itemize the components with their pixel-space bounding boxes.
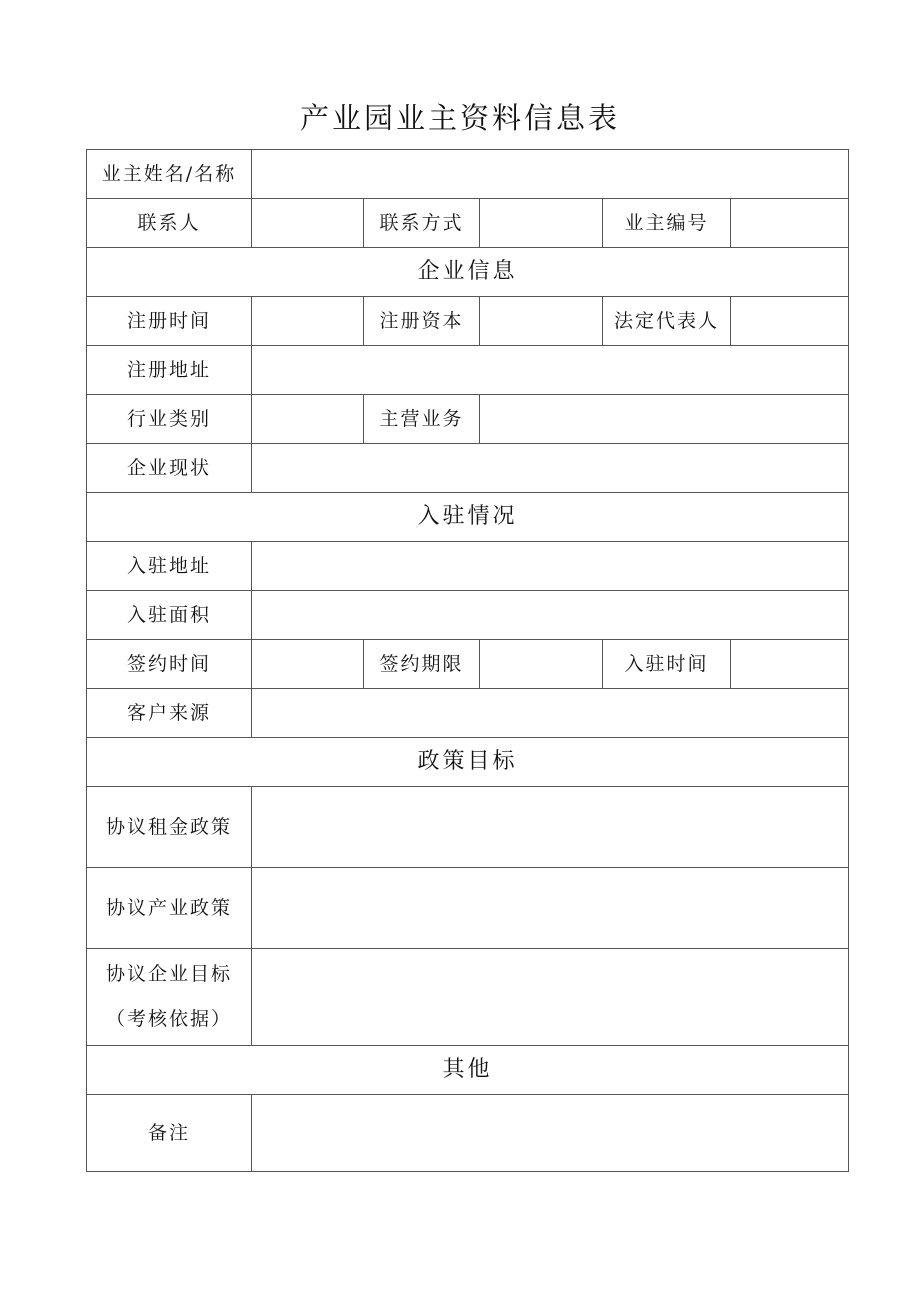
field-owner-name[interactable]: [252, 150, 849, 199]
label-entry-time: 入驻时间: [603, 640, 731, 689]
section-title-entry: 入驻情况: [87, 493, 849, 542]
section-other: [87, 1046, 849, 1095]
field-remarks[interactable]: [252, 1095, 849, 1172]
field-contact[interactable]: [252, 199, 364, 248]
label-company-goal: [87, 949, 252, 1046]
section-company: [87, 248, 849, 297]
section-policy: [87, 738, 849, 787]
section-title-other: 其他: [87, 1046, 849, 1095]
label-sign-term: 签约期限: [364, 640, 480, 689]
row-reg-address: [87, 346, 849, 395]
info-form-table: [86, 149, 849, 1172]
field-entry-address[interactable]: [252, 542, 849, 591]
section-entry: [87, 493, 849, 542]
field-industry-policy[interactable]: [252, 868, 849, 949]
row-entry-address: [87, 542, 849, 591]
label-client-source: 客户来源: [87, 689, 252, 738]
row-entry-area: [87, 591, 849, 640]
label-owner-name: 业主姓名/名称: [87, 150, 252, 199]
row-client-source: [87, 689, 849, 738]
label-company-status: 企业现状: [87, 444, 252, 493]
field-owner-no[interactable]: [731, 199, 849, 248]
label-sign-time: 签约时间: [87, 640, 252, 689]
row-signing: [87, 640, 849, 689]
row-company-status: [87, 444, 849, 493]
field-reg-address[interactable]: [252, 346, 849, 395]
field-reg-time[interactable]: [252, 297, 364, 346]
field-legal-rep[interactable]: [731, 297, 849, 346]
field-entry-area[interactable]: [252, 591, 849, 640]
label-remarks: 备注: [87, 1095, 252, 1172]
row-owner-name: [87, 150, 849, 199]
field-client-source[interactable]: [252, 689, 849, 738]
label-rent-policy: 协议租金政策: [87, 787, 252, 868]
field-industry[interactable]: [252, 395, 364, 444]
field-entry-time[interactable]: [731, 640, 849, 689]
label-contact-method: 联系方式: [364, 199, 480, 248]
field-reg-capital[interactable]: [480, 297, 603, 346]
row-rent-policy: [87, 787, 849, 868]
page-title: 产业园业主资料信息表: [299, 101, 620, 135]
field-company-goal[interactable]: [252, 949, 849, 1046]
label-legal-rep: 法定代表人: [603, 297, 731, 346]
row-company-goal: [87, 949, 849, 1046]
label-reg-time: 注册时间: [87, 297, 252, 346]
field-company-status[interactable]: [252, 444, 849, 493]
field-sign-term[interactable]: [480, 640, 603, 689]
label-company-goal-line2: （考核依据）: [105, 1008, 232, 1030]
field-rent-policy[interactable]: [252, 787, 849, 868]
row-industry-policy: [87, 868, 849, 949]
row-contact: [87, 199, 849, 248]
label-entry-address: 入驻地址: [87, 542, 252, 591]
row-remarks: [87, 1095, 849, 1172]
row-registration: [87, 297, 849, 346]
label-industry-policy: 协议产业政策: [87, 868, 252, 949]
label-main-business: 主营业务: [364, 395, 480, 444]
field-sign-time[interactable]: [252, 640, 364, 689]
section-title-policy: 政策目标: [87, 738, 849, 787]
field-contact-method[interactable]: [480, 199, 603, 248]
label-entry-area: 入驻面积: [87, 591, 252, 640]
field-main-business[interactable]: [480, 395, 849, 444]
label-company-goal-line1: 协议企业目标: [105, 963, 232, 986]
row-industry: [87, 395, 849, 444]
section-title-company: 企业信息: [87, 248, 849, 297]
label-industry: 行业类别: [87, 395, 252, 444]
label-reg-address: 注册地址: [87, 346, 252, 395]
label-owner-no: 业主编号: [603, 199, 731, 248]
label-reg-capital: 注册资本: [364, 297, 480, 346]
label-contact: 联系人: [87, 199, 252, 248]
